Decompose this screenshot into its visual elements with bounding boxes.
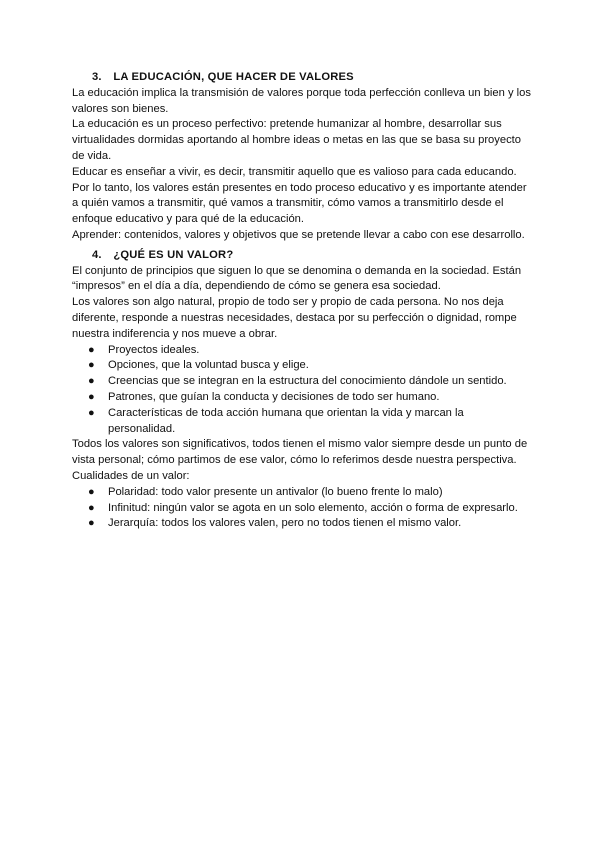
list-item xyxy=(72,343,532,359)
bullet-icon: ● xyxy=(88,406,95,419)
list-item xyxy=(72,374,532,390)
list-item xyxy=(72,358,532,374)
paragraph: Los valores son algo natural, propio de todo ser y propio de cada persona. No nos deja diferente, responde a nuestras necesidades, destaca por su perfección o dignidad, rompe nuestra indiferencia y nos mueve a obrar. xyxy=(72,296,517,340)
list-item-text: Infinitud: ningún valor se agota en un solo elemento, acción o forma de expresarlo. xyxy=(108,501,518,514)
paragraph: La educación es un proceso perfectivo: pretende humanizar al hombre, desarrollar sus virtualidades dormidas aportando al hombre ideas o metas en las que se basa su proyecto de vida. xyxy=(72,118,522,162)
section-4-heading xyxy=(92,248,532,264)
bullet-icon: ● xyxy=(88,485,95,498)
paragraph: Aprender: contenidos, valores y objetivos que se pretende llevar a cabo con ese desarrollo. xyxy=(72,228,525,241)
bullet-icon: ● xyxy=(88,343,95,356)
paragraph: La educación implica la transmisión de valores porque toda perfección conlleva un bien y los valores son bienes. xyxy=(72,86,531,115)
paragraph: Todos los valores son significativos, todos tienen el mismo valor siempre desde un punto de vista personal; cómo partimos de ese valor, cómo lo referimos desde nuestra perspectiva. xyxy=(72,438,528,467)
list-item xyxy=(72,516,532,532)
list-item-text: Polaridad: todo valor presente un antivalor (lo bueno frente lo malo) xyxy=(108,485,443,498)
paragraph: Educar es enseñar a vivir, es decir, transmitir aquello que es valioso para cada educando. Por lo tanto, los valores están presentes en todo proceso educativo y es importante atender a quién vamos a transmitir, qué vamos a transmitir, cómo vamos a transmitirlo desde el enfoque educativo y para qué de la educación. xyxy=(72,165,527,226)
section-3-number: 3. xyxy=(92,71,102,83)
values-list xyxy=(72,343,532,438)
list-item xyxy=(72,485,532,501)
section-3-title: LA EDUCACIÓN, QUE HACER DE VALORES xyxy=(113,71,354,83)
list-item xyxy=(72,406,532,438)
list-item xyxy=(72,501,532,517)
list-item-text: Creencias que se integran en la estructura del conocimiento dándole un sentido. xyxy=(108,375,507,388)
document-page xyxy=(72,70,532,532)
bullet-icon: ● xyxy=(88,501,95,514)
bullet-icon: ● xyxy=(88,517,95,530)
list-item-text: Características de toda acción humana que orientan la vida y marcan la personalidad. xyxy=(108,406,464,435)
list-item-text: Patrones, que guían la conducta y decisiones de todo ser humano. xyxy=(108,390,440,403)
list-item-text: Opciones, que la voluntad busca y elige. xyxy=(108,359,309,372)
bullet-icon: ● xyxy=(88,375,95,388)
paragraph: Cualidades de un valor: xyxy=(72,469,190,482)
bullet-icon: ● xyxy=(88,359,95,372)
paragraph: El conjunto de principios que siguen lo que se denomina o demanda en la sociedad. Están “impresos” en el día a día, dependiendo de cómo se genera esa sociedad. xyxy=(72,264,522,293)
section-4-number: 4. xyxy=(92,248,102,261)
section-4-title: ¿QUÉ ES UN VALOR? xyxy=(113,248,234,261)
list-item xyxy=(72,390,532,406)
list-item-text: Proyectos ideales. xyxy=(108,343,200,356)
bullet-icon: ● xyxy=(88,390,95,403)
list-item-text: Jerarquía: todos los valores valen, pero no todos tienen el mismo valor. xyxy=(108,517,462,530)
qualities-list xyxy=(72,485,532,532)
section-3-heading xyxy=(92,70,532,86)
